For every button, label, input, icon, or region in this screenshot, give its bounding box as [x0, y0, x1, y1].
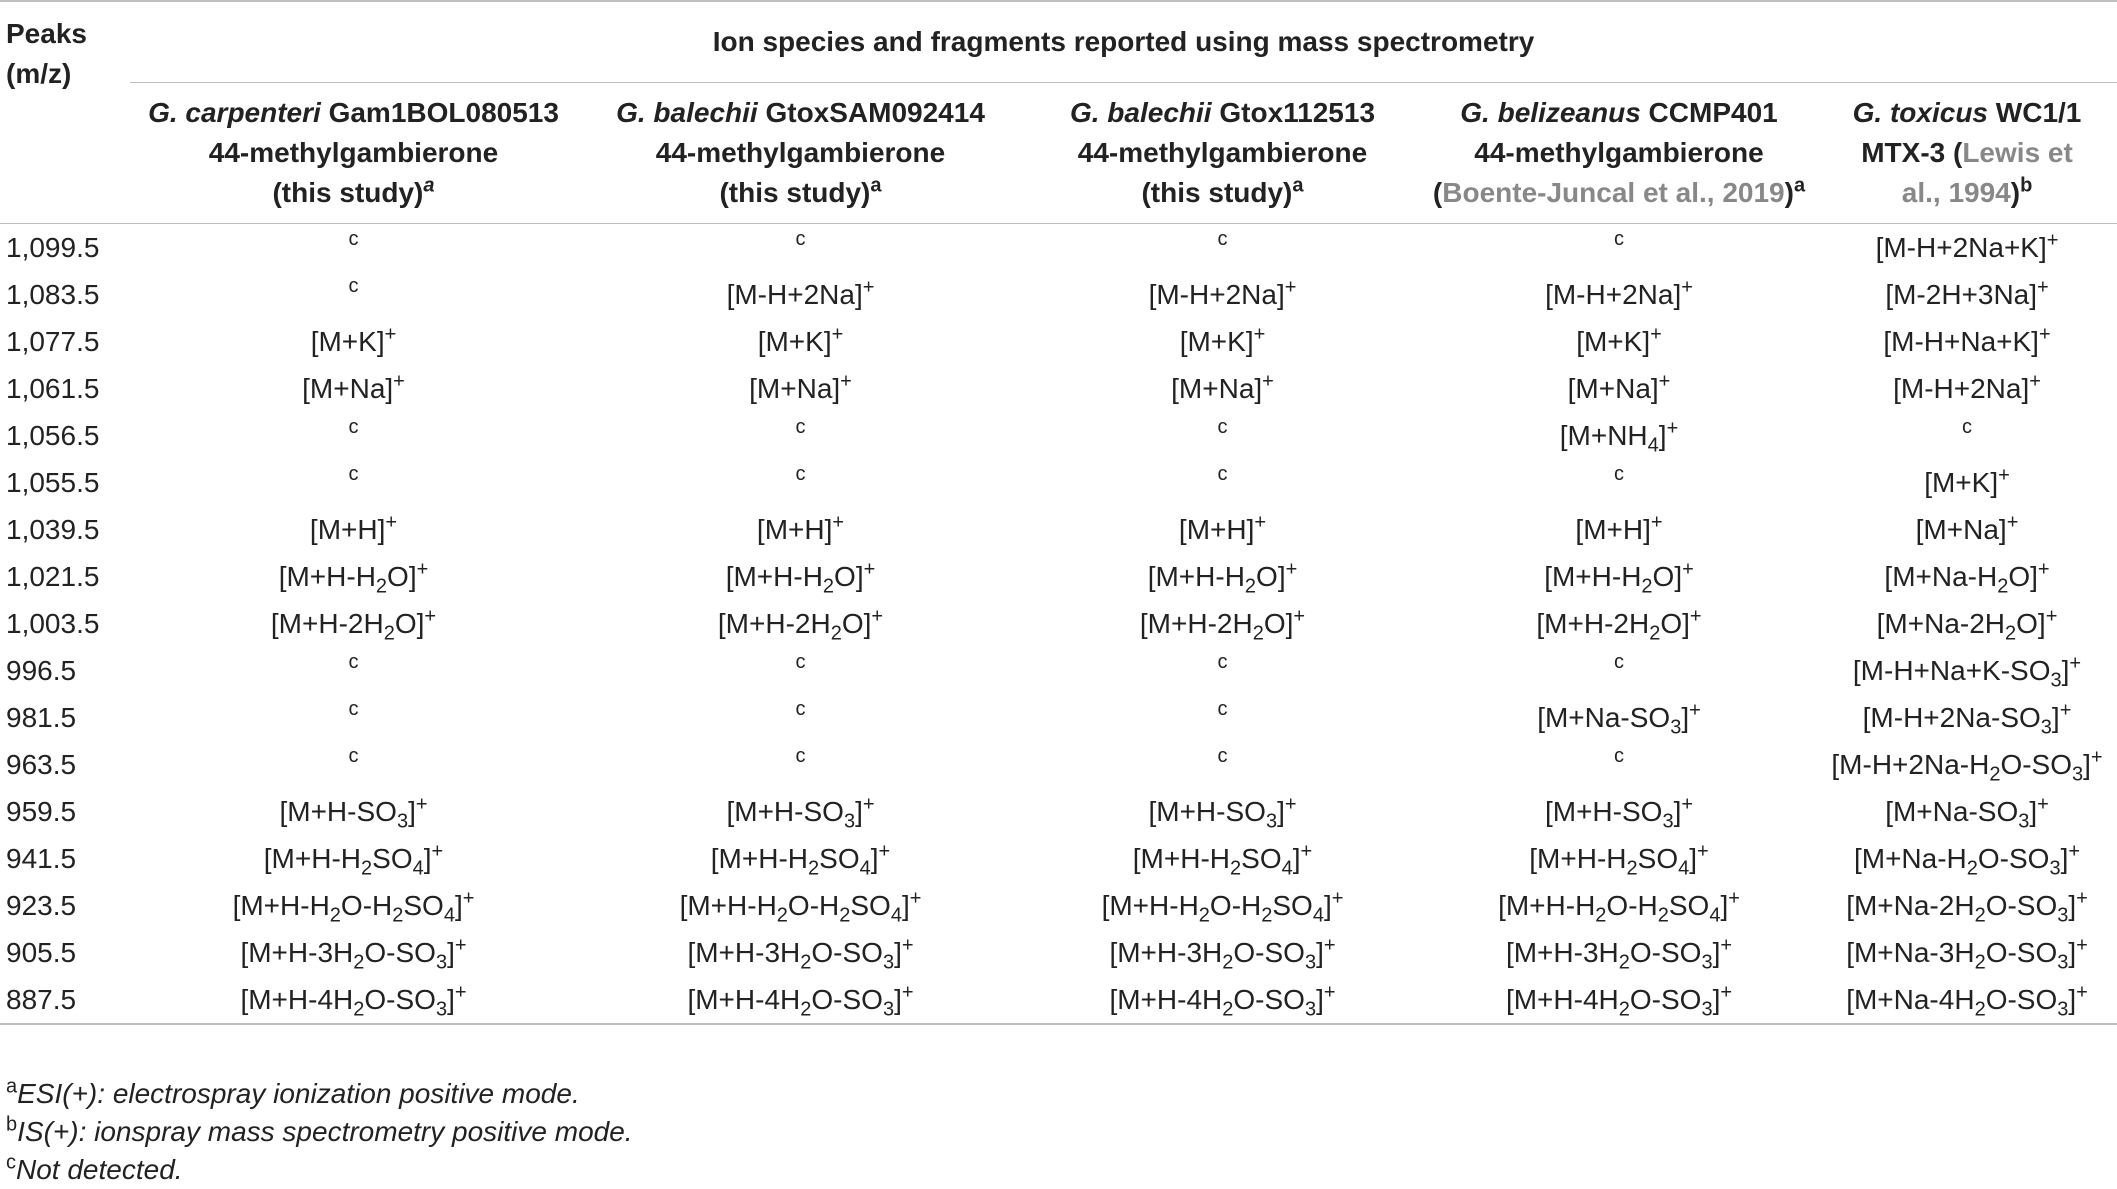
peak-value: 1,077.5 — [6, 326, 100, 357]
peaks-column-header — [0, 1, 130, 224]
strain-id: CCMP401 — [1640, 97, 1778, 128]
footnote-mark: a — [1292, 174, 1304, 197]
ion-species: $[M+H-H_2O]^+$ — [725, 558, 876, 598]
not-detected-mark: c — [1614, 228, 1624, 250]
ion-species: $[M+H-H_2O]^+$ — [1147, 558, 1298, 598]
ion-species: $[M-H+Na+K-SO_3]^+$ — [1852, 652, 2082, 692]
table-row — [0, 506, 2117, 553]
reference-link[interactable]: Boente-Juncal et al., 2019 — [1442, 177, 1785, 208]
source-label: (this study) — [272, 177, 424, 208]
footnote: $^b$IS(+): ionspray mass spectrometry positive mode. — [6, 1113, 633, 1147]
ion-species: [M-2H+3Na]+ — [1885, 276, 2049, 310]
peak-value: 923.5 — [6, 890, 77, 921]
ion-species: $[M+H-SO_3]^+$ — [726, 793, 875, 833]
table-row — [0, 224, 2117, 272]
table-row — [0, 271, 2117, 318]
ion-species: $[M+H-SO_3]^+$ — [1544, 793, 1694, 833]
strain-id: WC1/1 — [1988, 97, 2082, 128]
peak-value: 1,061.5 — [6, 373, 100, 404]
ion-species: $[M+Na-SO_3]^+$ — [1885, 793, 2049, 833]
species-name: G. balechii — [616, 97, 758, 128]
not-detected-mark: c — [348, 416, 359, 438]
strain-id: Gtox112513 — [1211, 97, 1376, 128]
reference-link[interactable]: Lewis et — [1962, 137, 2073, 168]
compound-name: 44-methylgambierone — [1077, 137, 1368, 168]
column-header-row — [0, 83, 2117, 224]
not-detected-mark: c — [1217, 416, 1228, 438]
peaks-header-text: Peaks (m/z) — [6, 18, 87, 89]
ion-species: $[M+Na-H_2O-SO_3]^+$ — [1853, 840, 2081, 880]
footnote-mark: a — [423, 174, 435, 197]
table-row — [0, 741, 2117, 788]
ion-species: $[M+H-SO_3]^+$ — [279, 793, 428, 833]
peak-value: 1,083.5 — [6, 279, 100, 310]
column-header-1 — [130, 83, 577, 224]
strain-id: GtoxSAM092414 — [757, 97, 985, 128]
ion-species: [M-H+Na+K]+ — [1883, 323, 2051, 357]
footnote-mark: b — [2020, 174, 2033, 197]
table-row — [0, 694, 2117, 741]
compound-name: 44-methylgambierone — [1474, 137, 1764, 168]
ion-species: $[M+Na-SO_3]^+$ — [1537, 699, 1701, 739]
ion-species: [M-H+2Na]+ — [1545, 276, 1693, 310]
species-name: G. belizeanus — [1460, 97, 1641, 128]
ion-species: $[M+H-3H_2O-SO_3]^+$ — [687, 934, 914, 974]
not-detected-mark: c — [795, 463, 806, 485]
species-name: G. carpenteri — [148, 97, 321, 128]
not-detected-mark: c — [1217, 463, 1228, 485]
not-detected-mark: c — [795, 228, 806, 250]
compound-name: 44-methylgambierone — [655, 137, 946, 168]
ion-species: [M+H]+ — [309, 511, 398, 545]
ion-species: $[M+Na-4H_2O-SO_3]^+$ — [1846, 981, 2088, 1021]
not-detected-mark: c — [1217, 745, 1228, 767]
peak-value: 996.5 — [6, 655, 77, 686]
table-row — [0, 788, 2117, 835]
ion-species: $[M+H-SO_3]^+$ — [1148, 793, 1297, 833]
table-row — [0, 412, 2117, 459]
table-row — [0, 647, 2117, 694]
species-name: G. toxicus — [1852, 97, 1989, 128]
ion-species: $[M+H-3H_2O-SO_3]^+$ — [1109, 934, 1336, 974]
ion-species: [M+Na]+ — [1171, 370, 1274, 404]
footnotes — [6, 1075, 633, 1189]
ion-species: [M+H]+ — [1575, 511, 1663, 545]
compound-name: MTX-3 ( — [1861, 137, 1963, 168]
not-detected-mark: c — [1614, 745, 1624, 767]
table-row — [0, 600, 2117, 647]
not-detected-mark: c — [348, 745, 359, 767]
table-row — [0, 459, 2117, 506]
peak-value: 941.5 — [6, 843, 77, 874]
peak-value: 1,021.5 — [6, 561, 100, 592]
peak-value: 959.5 — [6, 796, 77, 827]
ion-species: $[M+H-2H_2O]^+$ — [717, 605, 884, 645]
peak-value: 1,099.5 — [6, 232, 100, 263]
peak-value: 1,039.5 — [6, 514, 100, 545]
table-row — [0, 976, 2117, 1024]
not-detected-mark: c — [1614, 651, 1624, 673]
ion-species: $[M+H-H_2O-H_2SO_4]^+$ — [1101, 887, 1344, 927]
ion-species: [M+H]+ — [756, 511, 845, 545]
ion-species: [M-H+2Na]+ — [1148, 276, 1297, 310]
ion-species: [M+Na]+ — [302, 370, 405, 404]
peak-value: 1,055.5 — [6, 467, 100, 498]
source-label: (this study) — [719, 177, 871, 208]
ion-species: $[M+H-H_2SO_4]^+$ — [1529, 840, 1709, 880]
species-name: G. balechii — [1069, 97, 1212, 128]
ion-species: $[M+H-3H_2O-SO_3]^+$ — [240, 934, 467, 974]
footnote-mark: a — [870, 174, 882, 197]
ion-species: $[M+H-H_2SO_4]^+$ — [710, 840, 891, 880]
ion-species: $[M+H-H_2O-H_2SO_4]^+$ — [1498, 887, 1740, 927]
ion-species: [M-H+2Na]+ — [1893, 370, 2041, 404]
not-detected-mark: c — [1217, 651, 1228, 673]
ion-species: $[M+H-H_2O]^+$ — [278, 558, 429, 598]
table-row — [0, 365, 2117, 412]
peak-value: 1,003.5 — [6, 608, 100, 639]
table-body — [0, 224, 2117, 1025]
reference-link-cont[interactable]: al., 1994 — [1901, 177, 2011, 208]
ion-species: $[M+H-2H_2O]^+$ — [270, 605, 437, 645]
ion-species: [M+K]+ — [1179, 323, 1266, 357]
not-detected-mark: c — [795, 651, 806, 673]
group-header — [130, 1, 2117, 83]
ion-species: [M+K]+ — [757, 323, 844, 357]
group-header-text: Ion species and fragments reported using mass spectrometry — [712, 26, 1535, 57]
ion-species: [M+K]+ — [310, 323, 397, 357]
ion-species: [M-H+2Na+K]+ — [1875, 229, 2059, 263]
footnote: $^a$ESI(+): electrospray ionization positive mode. — [6, 1075, 580, 1109]
table-row — [0, 929, 2117, 976]
ion-species: $[M+H-H_2O-H_2SO_4]^+$ — [232, 887, 475, 927]
source-label: (this study) — [1141, 177, 1293, 208]
ion-species: $[M+Na-2H_2O]^+$ — [1876, 605, 2058, 645]
ion-species: [M+K]+ — [1576, 323, 1662, 357]
not-detected-mark: c — [1217, 228, 1228, 250]
ion-species: [M+Na]+ — [749, 370, 852, 404]
ion-species: $[M+H-H_2SO_4]^+$ — [263, 840, 444, 880]
ion-species: $[M+Na-3H_2O-SO_3]^+$ — [1846, 934, 2088, 974]
ion-species: $[M+H-4H_2O-SO_3]^+$ — [240, 981, 467, 1021]
ion-species: $[M+H-4H_2O-SO_3]^+$ — [1505, 981, 1733, 1021]
not-detected-mark: c — [795, 416, 806, 438]
ion-species: [M-H+2Na]+ — [726, 276, 875, 310]
not-detected-mark: c — [795, 698, 806, 720]
ion-species: $[M+H-4H_2O-SO_3]^+$ — [1109, 981, 1336, 1021]
peak-value: 963.5 — [6, 749, 77, 780]
ion-species: $[M-H+2Na-SO_3]^+$ — [1862, 699, 2072, 739]
ion-species: $[M+Na-2H_2O-SO_3]^+$ — [1846, 887, 2088, 927]
ion-species: $[M+NH_4]^+$ — [1559, 417, 1679, 457]
column-header-4: G. belizeanus CCMP401 44-methylgambierone (Boente-Juncal et al., 2019)$^a$ — [1432, 97, 1806, 208]
ion-species: $[M+H-2H_2O]^+$ — [1139, 605, 1306, 645]
footnote-mark: a — [1793, 174, 1806, 197]
table-row — [0, 882, 2117, 929]
ion-species: [M+Na]+ — [1915, 511, 2019, 545]
source-label: ( — [1432, 177, 1443, 208]
ion-species: $[M+H-H_2O]^+$ — [1544, 558, 1694, 598]
peak-value: 887.5 — [6, 984, 77, 1015]
not-detected-mark: c — [348, 463, 359, 485]
ion-species: $[M+H-H_2SO_4]^+$ — [1132, 840, 1313, 880]
peak-value: 1,056.5 — [6, 420, 100, 451]
strain-id: Gam1BOL080513 — [320, 97, 559, 128]
ion-species: $[M+H-3H_2O-SO_3]^+$ — [1505, 934, 1733, 974]
ion-species: [M+H]+ — [1178, 511, 1267, 545]
peak-value: 981.5 — [6, 702, 77, 733]
not-detected-mark: c — [795, 745, 806, 767]
column-header-3 — [1024, 83, 1421, 224]
column-header-2 — [577, 83, 1024, 224]
peak-value: 905.5 — [6, 937, 77, 968]
ion-species: $[M+H-2H_2O]^+$ — [1536, 605, 1702, 645]
table-row — [0, 835, 2117, 882]
ion-species: $[M+H-4H_2O-SO_3]^+$ — [687, 981, 914, 1021]
not-detected-mark: c — [348, 698, 359, 720]
footnote: $^c$Not detected. — [6, 1151, 183, 1185]
not-detected-mark: c — [348, 228, 359, 250]
not-detected-mark: c — [1217, 698, 1228, 720]
column-header-5: G. toxicus WC1/1 MTX-3 (Lewis et al., 1994)$^b$ — [1852, 97, 2082, 208]
compound-name: 44-methylgambierone — [208, 137, 499, 168]
not-detected-mark: c — [348, 651, 359, 673]
ion-species: [M+K]+ — [1924, 464, 2010, 498]
ion-species: $[M+H-H_2O-H_2SO_4]^+$ — [679, 887, 922, 927]
ion-species: [M+Na]+ — [1567, 370, 1671, 404]
table-row — [0, 553, 2117, 600]
not-detected-mark: c — [1614, 463, 1624, 485]
table-row — [0, 318, 2117, 365]
not-detected-mark: c — [348, 275, 359, 297]
not-detected-mark: c — [1962, 416, 1973, 438]
ion-species: $[M-H+2Na-H_2O-SO_3]^+$ — [1831, 746, 2103, 786]
ion-species: $[M+Na-H_2O]^+$ — [1884, 558, 2050, 598]
